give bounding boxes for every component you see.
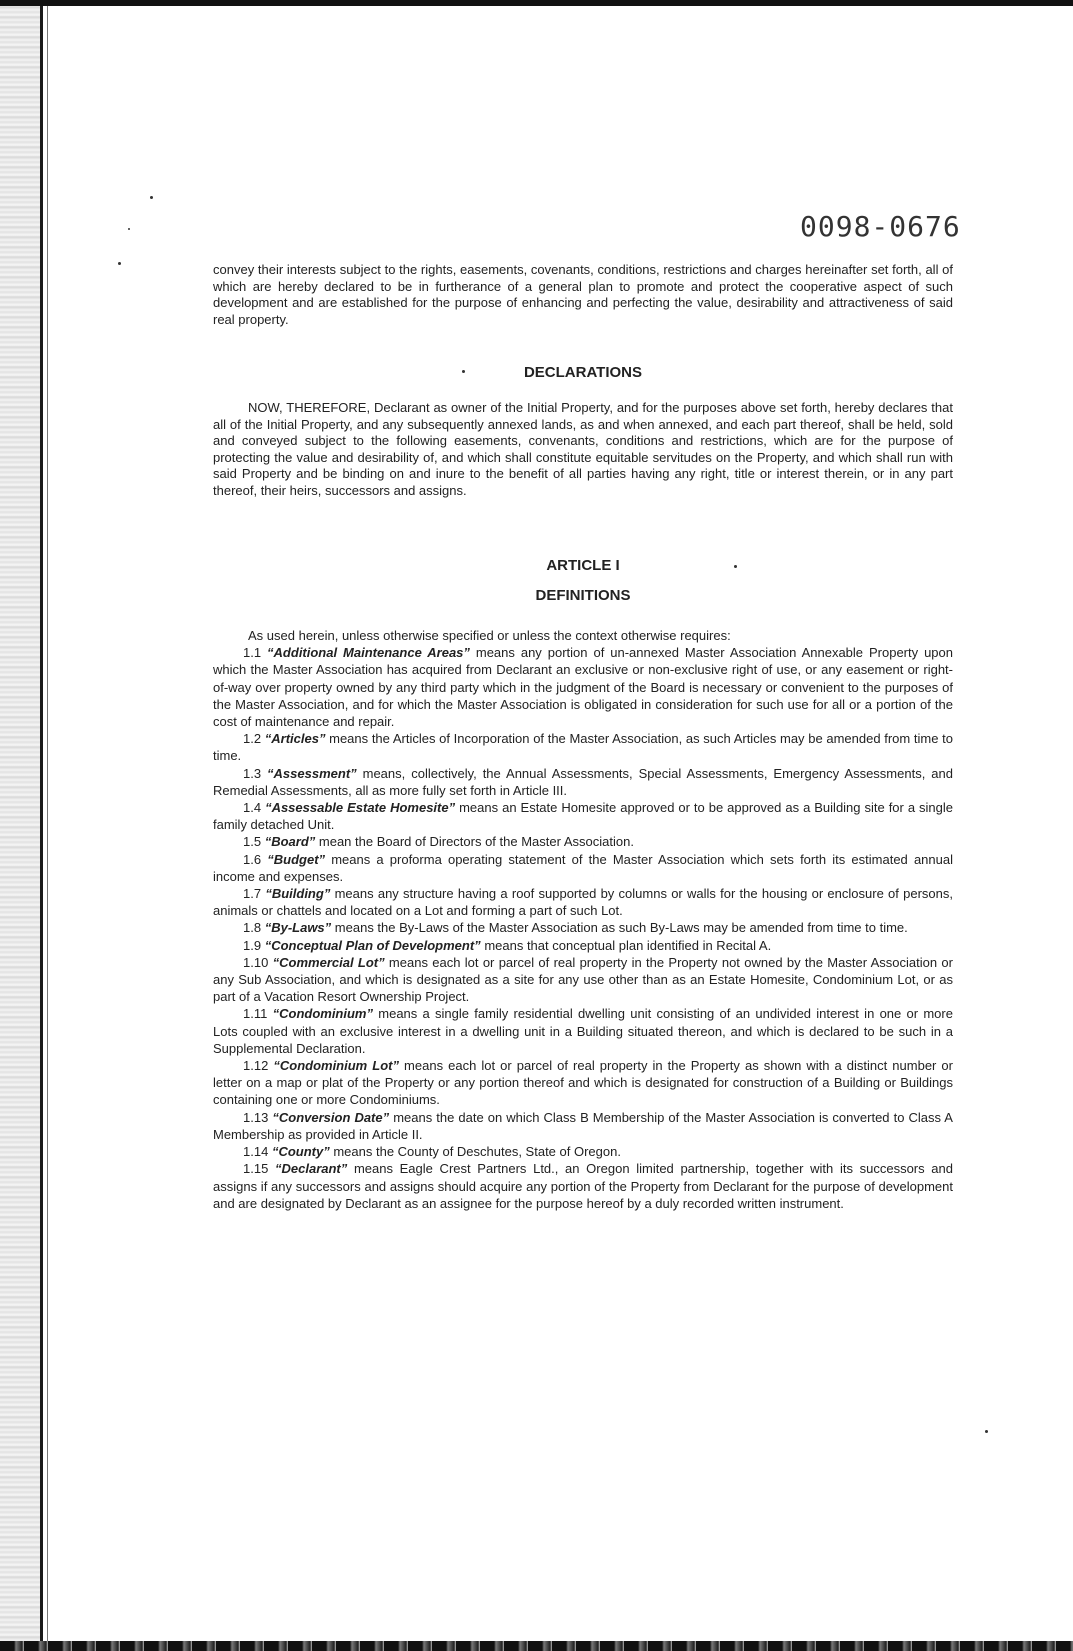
definition-term: “Assessable Estate Homesite” (265, 800, 456, 816)
definition-text: means each lot or parcel of real property in the Property not owned by the Master Association or any Sub Association, and which is designated as a site for any use other than as an Estate Homesite, Condominium Lot, or as part of a Vacation Resort Ownership Project. (213, 954, 953, 1005)
definition-item (213, 885, 953, 919)
definition-term: “Commercial Lot” (272, 954, 385, 970)
definition-term: “Articles” (264, 731, 326, 747)
definition-number: 1.12 (243, 1058, 269, 1074)
definition-number: 1.5 (243, 834, 262, 850)
declarations-paragraph: NOW, THEREFORE, Declarant as owner of the Initial Property, and for the purposes above set forth, hereby declares that all of the Initial Property, and any subsequently annexed lands, as and when annexed, and each part thereof, shall be held, sold and conveyed subject to the following easements, convenants, conditions and restrictions, which are for the purpose of protecting the value and desirability of, and which shall constitute equitable servitudes on the Property, and which shall run with said Property and be binding on and inure to the benefit of all parties having any right, title or interest therein, or in any part thereof, their heirs, successors and assigns. (213, 400, 953, 498)
scan-border-line-inner (47, 0, 48, 1651)
article-heading: ARTICLE I (546, 557, 620, 574)
definition-text: means Eagle Crest Partners Ltd., an Oregon limited partnership, together with its successors and assigns if any successors and assigns should acquire any portion of the Property from Declarant for the purpose of development and are designated by Declarant as an assignee for the purpose hereof by a duly recorded written instrument. (213, 1161, 953, 1211)
definition-text: means the County of Deschutes, State of Oregon. (333, 1144, 621, 1160)
definition-term: “Declarant” (275, 1161, 348, 1177)
definition-number: 1.15 (243, 1161, 269, 1177)
definition-text: means a single family residential dwelling unit consisting of an undivided interest in one or more Lots coupled with an exclusive interest in a dwelling unit in a Building situated thereon, and which is declared to be such in a Supplemental Declaration. (213, 1006, 953, 1056)
definition-term: “Condominium Lot” (273, 1058, 399, 1074)
definition-number: 1.4 (243, 800, 262, 816)
definition-term: “By-Laws” (264, 920, 332, 936)
definition-item (213, 644, 953, 730)
definition-item (213, 937, 953, 954)
opening-section (213, 262, 953, 328)
definition-term: “Conceptual Plan of Development” (264, 937, 481, 953)
definitions-list (213, 627, 953, 1212)
definition-item (213, 851, 953, 885)
definition-number: 1.8 (243, 920, 262, 936)
scan-speck (118, 262, 121, 265)
definition-text: means that conceptual plan identified in Recital A. (484, 937, 772, 953)
definition-term: “Additional Maintenance Areas” (267, 645, 470, 661)
scan-edge-bottom (0, 1641, 1073, 1651)
definition-item (213, 730, 953, 764)
definition-text: means the date on which Class B Membership of the Master Association is converted to Class A Membership as provided in Article II. (213, 1109, 953, 1142)
definition-item (213, 1057, 953, 1109)
definitions-heading: DEFINITIONS (535, 587, 631, 604)
definition-item (213, 1005, 953, 1057)
definition-item (213, 833, 953, 850)
definition-text: mean the Board of Directors of the Master Association. (318, 834, 634, 850)
definition-number: 1.14 (243, 1144, 269, 1160)
scan-speck (985, 1430, 988, 1433)
definition-number: 1.7 (243, 886, 262, 902)
definition-number: 1.10 (243, 954, 269, 970)
scan-border-line (40, 0, 43, 1651)
scan-speck (150, 196, 153, 199)
definition-text: means the Articles of Incorporation of the Master Association, as such Articles may be amended from time to time. (213, 731, 953, 764)
definition-item (213, 1160, 953, 1212)
definition-term: “Board” (264, 834, 316, 850)
definition-number: 1.13 (243, 1109, 269, 1125)
definition-item (213, 799, 953, 833)
definition-term: “Assessment” (267, 765, 357, 781)
declarations-section (213, 400, 953, 499)
definition-text: means the By-Laws of the Master Association as such By-Laws may be amended from time to time. (334, 920, 908, 936)
definition-number: 1.1 (243, 645, 262, 661)
definitions-container (213, 644, 953, 1212)
definition-text: means an Estate Homesite approved or to be approved as a Building site for a single family detached Unit. (213, 800, 954, 833)
definition-text: means a proforma operating statement of the Master Association which sets forth its estimated annual income and expenses. (213, 851, 953, 884)
opening-paragraph: convey their interests subject to the rights, easements, covenants, conditions, restrictions and charges hereinafter set forth, all of which are hereby declared to be in furtherance of a general plan to promote and protect the cooperative aspect of such development and are established for the purpose of enhancing and perfecting the value, desirability and attractiveness of said real property. (213, 262, 953, 327)
definition-item (213, 1109, 953, 1143)
scan-edge-left (0, 0, 40, 1651)
definition-term: “Condominium” (272, 1006, 373, 1022)
definition-term: “Building” (265, 886, 331, 902)
definition-item (213, 1143, 953, 1160)
definition-text: means each lot or parcel of real property in the Property as shown with a distinct number or letter on a map or plat of the Property or any portion thereof and which is designated for construction of a Building or Buildings containing one or more Condominiums. (213, 1058, 953, 1108)
definitions-intro: As used herein, unless otherwise specified or unless the context otherwise requires: (248, 628, 731, 643)
definition-number: 1.11 (243, 1006, 268, 1022)
definition-term: “County” (271, 1144, 330, 1160)
definition-item (213, 765, 953, 799)
definition-item (213, 954, 953, 1006)
scan-edge-top (0, 0, 1073, 6)
definition-term: “Conversion Date” (272, 1109, 390, 1125)
definition-item (213, 919, 953, 936)
definition-text: means, collectively, the Annual Assessments, Special Assessments, Emergency Assessments, and Remedial Assessments, all as more fully set forth in Article III. (213, 765, 953, 798)
definition-text: means any portion of un-annexed Master Association Annexable Property upon which the Master Association has acquired from Declarant an exclusive or non-exclusive right of use, or any easement or right-of-way over property owned by any third party which in the judgment of the Board is necessary or convenient to the purposes of the Master Association, and for which the Master Association is obligated in consideration for such use for all or a portion of the cost of maintenance and repair. (213, 645, 953, 730)
definition-number: 1.6 (243, 851, 262, 867)
definition-term: “Budget” (267, 851, 326, 867)
definition-text: means any structure having a roof supported by columns or walls for the housing or enclosure of persons, animals or chattels and located on a Lot and forming a part of such Lot. (213, 886, 953, 919)
definition-number: 1.2 (243, 731, 262, 747)
scan-speck (128, 228, 130, 230)
document-number: 0098-0676 (800, 210, 961, 243)
definition-number: 1.3 (243, 765, 262, 781)
definition-number: 1.9 (243, 937, 262, 953)
declarations-heading: DECLARATIONS (523, 364, 643, 381)
